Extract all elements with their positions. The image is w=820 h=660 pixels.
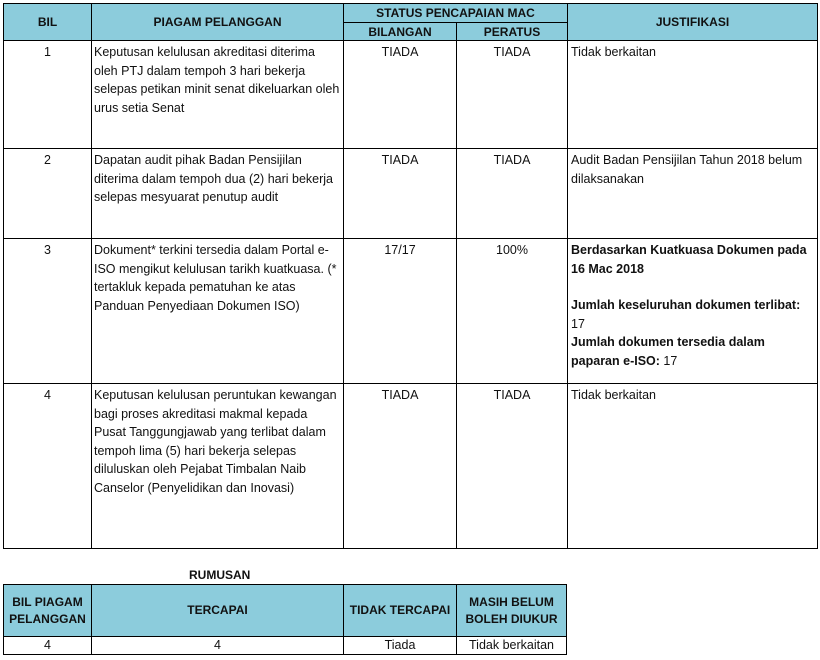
header-bil: BIL xyxy=(4,4,92,41)
row-bilangan: TIADA xyxy=(344,41,457,149)
row-peratus: 100% xyxy=(457,239,568,384)
justifikasi-label: Jumlah keseluruhan dokumen terlibat: xyxy=(571,298,801,312)
row-piagam: Keputusan kelulusan akreditasi diterima oleh PTJ dalam tempoh 3 hari bekerja selepas petikan minit senat dikeluarkan oleh urus setia Senat xyxy=(92,41,344,149)
row-justifikasi: Audit Badan Pensijilan Tahun 2018 belum dilaksanakan xyxy=(568,149,818,239)
justifikasi-title: Berdasarkan Kuatkuasa Dokumen pada 16 Mac 2018 xyxy=(571,243,807,276)
rumusan-title: RUMUSAN xyxy=(189,568,251,582)
header-tidak-tercapai: TIDAK TERCAPAI xyxy=(344,585,457,637)
row-piagam: Keputusan kelulusan peruntukan kewangan bagi proses akreditasi makmal kepada Pusat Tanggungjawab yang terlibat dalam tempoh lima (5) hari bekerja selepas diluluskan oleh Pejabat Timbalan Naib Canselor (Penyelidikan dan Inovasi) xyxy=(92,384,344,549)
table-row xyxy=(4,384,818,549)
row-justifikasi: Tidak berkaitan xyxy=(568,384,818,549)
justifikasi-label: Jumlah dokumen tersedia dalam paparan e-ISO: xyxy=(571,335,765,368)
row-bilangan: TIADA xyxy=(344,149,457,239)
row-justifikasi: Tidak berkaitan xyxy=(568,41,818,149)
header-bilangan: BILANGAN xyxy=(344,23,457,41)
header-status-pencapaian: STATUS PENCAPAIAN MAC xyxy=(344,4,568,23)
row-bil: 2 xyxy=(4,149,92,239)
table-row xyxy=(4,637,567,655)
row-justifikasi xyxy=(568,239,818,384)
header-bil-piagam: BIL PIAGAM PELANGGAN xyxy=(4,585,92,637)
header-masih-belum: MASIH BELUM BOLEH DIUKUR xyxy=(457,585,567,637)
rumusan-masih-belum: Tidak berkaitan xyxy=(457,637,567,655)
row-bilangan: 17/17 xyxy=(344,239,457,384)
justifikasi-value: 17 xyxy=(659,353,678,368)
rumusan-bil-piagam: 4 xyxy=(4,637,92,655)
row-bilangan: TIADA xyxy=(344,384,457,549)
table-row xyxy=(4,41,818,149)
row-bil: 3 xyxy=(4,239,92,384)
row-piagam: Dapatan audit pihak Badan Pensijilan diterima dalam tempoh dua (2) hari bekerja selepas mesyuarat penutup audit xyxy=(92,149,344,239)
rumusan-tercapai: 4 xyxy=(92,637,344,655)
header-peratus: PERATUS xyxy=(457,23,568,41)
row-peratus: TIADA xyxy=(457,149,568,239)
header-justifikasi: JUSTIFIKASI xyxy=(568,4,818,41)
row-peratus: TIADA xyxy=(457,384,568,549)
header-tercapai: TERCAPAI xyxy=(92,585,344,637)
row-piagam: Dokument* terkini tersedia dalam Portal e-ISO mengikut kelulusan tarikh kuatkuasa. (* tertakluk kepada pematuhan ke atas Panduan Penyediaan Dokumen ISO) xyxy=(92,239,344,384)
mac-status-table xyxy=(3,3,818,549)
rumusan-tidak-tercapai: Tiada xyxy=(344,637,457,655)
justifikasi-line xyxy=(571,333,814,370)
row-peratus: TIADA xyxy=(457,41,568,149)
table-row xyxy=(4,149,818,239)
rumusan-table xyxy=(3,584,567,655)
table-row xyxy=(4,239,818,384)
justifikasi-line xyxy=(571,296,814,333)
justifikasi-value: 17 xyxy=(571,316,585,331)
row-bil: 4 xyxy=(4,384,92,549)
row-bil: 1 xyxy=(4,41,92,149)
header-piagam-pelanggan: PIAGAM PELANGGAN xyxy=(92,4,344,41)
